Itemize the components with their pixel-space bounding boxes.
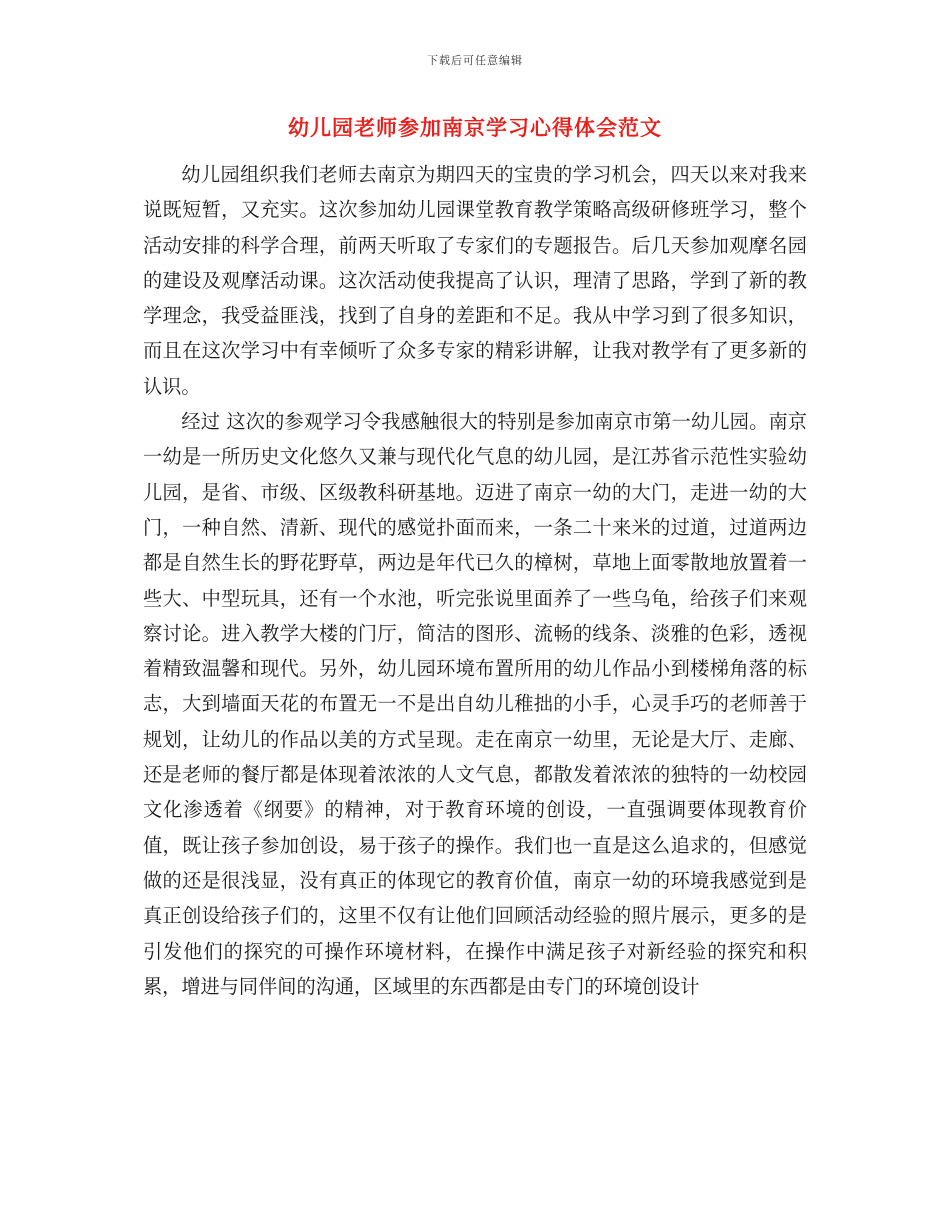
page-header-note: 下载后可任意编辑 [427,54,523,67]
paragraph: 幼儿园组织我们老师去南京为期四天的宝贵的学习机会，四天以来对我来说既短暂，又充实。这次参加幼儿园课堂教育教学策略高级研修班学习，整个活动安排的科学合理，前两天听取了专家们的专题报告。后几天参加观摩名园的建设及观摩活动课。这次活动使我提高了认识，理清了思路，学到了新的教学理念，我受益匪浅，找到了自身的差距和不足。我从中学习到了很多知识，而且在这次学习中有幸倾听了众多专家的精彩讲解，让我对教学有了更多新的认识。 [143,163,807,398]
document-title: 幼儿园老师参加南京学习心得体会范文 [288,116,662,140]
document-body [143,157,807,1004]
paragraph: 经过 这次的参观学习令我感触很大的特别是参加南京市第一幼儿园。南京一幼是一所历史文化悠久又兼与现代化气息的幼儿园，是江苏省示范性实验幼儿园，是省、市级、区级教科研基地。迈进了南京一幼的大门，走进一幼的大门，一种自然、清新、现代的感觉扑面而来，一条二十来米的过道，过道两边都是自然生长的野花野草，两边是年代已久的樟树，草地上面零散地放置着一些大、中型玩具，还有一个水池，听完张说里面养了一些乌龟，给孩子们来观察讨论。进入教学大楼的门厅，简洁的图形、流畅的线条、淡雅的色彩，透视着精致温馨和现代。另外，幼儿园环境布置所用的幼儿作品小到楼梯角落的标志，大到墙面天花的布置无一不是出自幼儿稚拙的小手，心灵手巧的老师善于规划，让幼儿的作品以美的方式呈现。走在南京一幼里，无论是大厅、走廊、还是老师的餐厅都是体现着浓浓的人文气息，都散发着浓浓的独特的一幼校园文化渗透着《纲要》的精神，对于教育环境的创设，一直强调要体现教育价值，既让孩子参加创设，易于孩子的操作。我们也一直是这么追求的，但感觉做的还是很浅显，没有真正的体现它的教育价值，南京一幼的环境我感觉到是真正创设给孩子们的，这里不仅有让他们回顾活动经验的照片展示，更多的是引发他们的探究的可操作环境材料，在操作中满足孩子对新经验的探究和积累，增进与同伴间的沟通，区域里的东西都是由专门的环境创设计 [143,410,807,998]
